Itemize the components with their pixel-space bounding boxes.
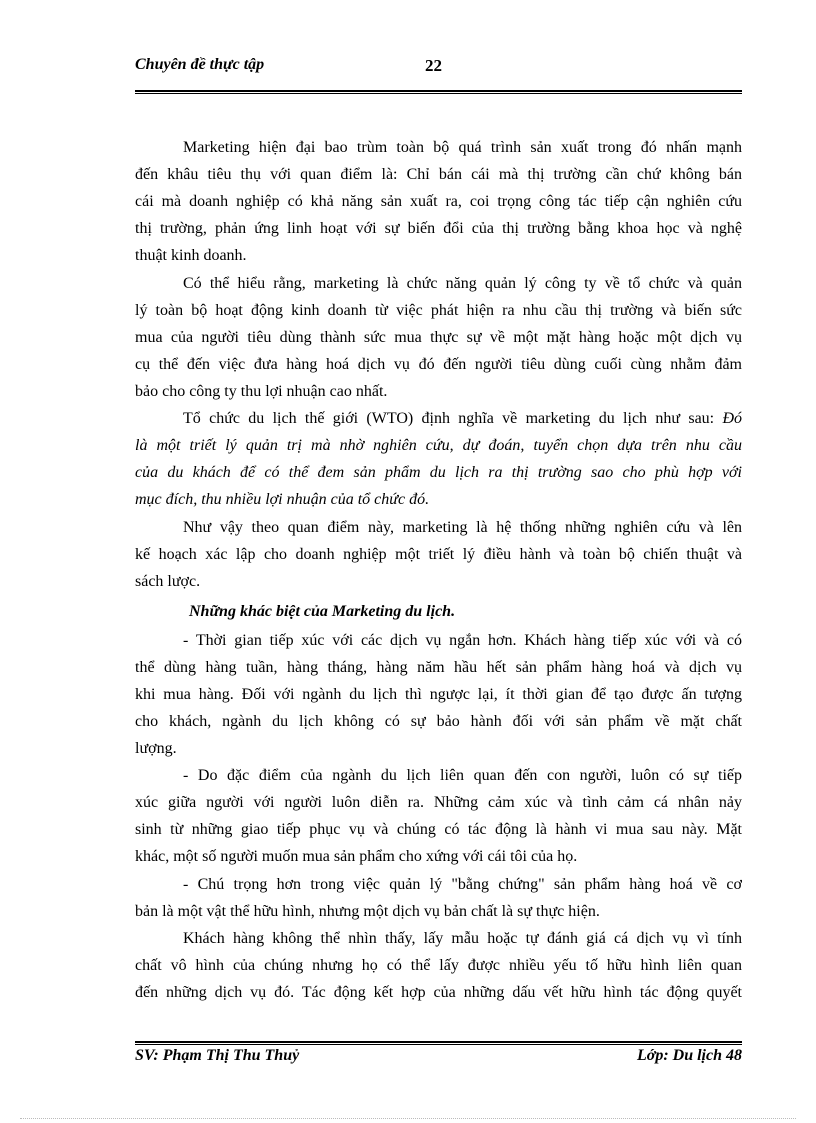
header-title: Chuyên đề thực tập <box>135 56 265 73</box>
text-line: thuật kinh doanh. <box>135 247 247 264</box>
text-line: đến những dịch vụ đó. Tác động kết hợp của những dấu vết hữu hình tác động quyết <box>135 984 742 1001</box>
paragraph <box>135 270 742 405</box>
footer-student: SV: Phạm Thị Thu Thuỷ <box>135 1047 300 1064</box>
paragraph <box>135 925 742 1006</box>
document-body <box>135 134 742 1007</box>
text-line: thị trường, phản ứng linh hoạt với sự biến đổi của thị trường bằng khoa học và nghệ <box>135 220 742 237</box>
page-number: 22 <box>425 56 442 75</box>
text-line: - Thời gian tiếp xúc với các dịch vụ ngắn hơn. Khách hàng tiếp xúc với và có <box>183 631 742 649</box>
text-line: Như vậy theo quan điểm này, marketing là hệ thống những nghiên cứu và lên <box>183 518 742 536</box>
footer-divider <box>135 1041 742 1045</box>
footer-class: Lớp: Du lịch 48 <box>636 1047 742 1064</box>
paragraph <box>135 762 742 870</box>
text-line: lý toàn bộ hoạt động kinh doanh từ việc phát hiện ra nhu cầu thị trường và biến sức <box>135 301 742 319</box>
paragraph <box>135 514 742 595</box>
text-line: là một triết lý quản trị mà nhờ nghiên cứu, dự đoán, tuyển chọn dựa trên nhu cầu <box>135 437 742 454</box>
text-line: lượng. <box>135 739 177 757</box>
header-divider <box>135 90 742 94</box>
text-line: cái mà doanh nghiệp có khả năng sản xuất ra, coi trọng công tác tiếp cận nghiên cứu <box>135 193 742 210</box>
text-line: đến khâu tiêu thụ với quan điểm là: Chỉ bán cái mà thị trường cần chứ không bán <box>135 166 742 183</box>
text-line: khi mua hàng. Đối với ngành du lịch thì ngược lại, ít thời gian để tạo được ấn tượng <box>135 685 742 703</box>
page-footer <box>135 1047 742 1065</box>
text-line: - Chú trọng hơn trong việc quản lý "bằng chứng" sản phẩm hàng hoá về cơ <box>183 875 742 893</box>
text-line <box>135 405 742 432</box>
paragraph <box>135 871 742 925</box>
text-line: bản là một vật thể hữu hình, nhưng một dịch vụ bản chất là sự thực hiện. <box>135 902 600 920</box>
text-line: xúc giữa người với người luôn diễn ra. Những cảm xúc và tình cảm cá nhân nảy <box>135 794 742 811</box>
text-line: mục đích, thu nhiều lợi nhuận của tổ chức đó. <box>135 491 430 508</box>
text-line: mua của người tiêu dùng thành sức mua thực sự về một mặt hàng hoặc một dịch vụ <box>135 328 742 346</box>
text-line: - Do đặc điểm của ngành du lịch liên quan đến con người, luôn có sự tiếp <box>183 767 742 784</box>
text-line: sinh từ những giao tiếp phục vụ và chúng có tác động là hành vi mua sau này. Mặt <box>135 821 742 838</box>
text-line: thể dùng hàng tuần, hàng tháng, hàng năm hầu hết sản phẩm hàng hoá và dịch vụ <box>135 658 742 676</box>
text-line: Khách hàng không thể nhìn thấy, lấy mẫu hoặc tự đánh giá cá dịch vụ vì tính <box>183 930 742 947</box>
text-line: kế hoạch xác lập cho doanh nghiệp một triết lý điều hành và toàn bộ chiến thuật và <box>135 545 742 563</box>
text-italic: Đó <box>722 410 742 427</box>
section-heading: Những khác biệt của Marketing du lịch. <box>189 602 456 620</box>
text-line: khác, một số người muốn mua sản phẩm cho xứng với cái tôi của họ. <box>135 848 578 865</box>
text-line: Có thể hiểu rằng, marketing là chức năng quản lý công ty về tổ chức và quản <box>183 274 742 292</box>
paragraph <box>135 627 742 762</box>
text-line: cụ thể đến việc đưa hàng hoá dịch vụ đó đến người tiêu dùng cuối cùng nhằm đảm <box>135 355 742 373</box>
text-line: của du khách để có thể đem sản phẩm du lịch ra thị trường sao cho phù hợp với <box>135 464 742 481</box>
page-header <box>135 56 742 80</box>
paragraph <box>135 134 742 269</box>
text-normal: Tổ chức du lịch thế giới (WTO) định nghĩa về marketing du lịch như sau: <box>183 410 723 427</box>
text-line: Marketing hiện đại bao trùm toàn bộ quá trình sản xuất trong đó nhấn mạnh <box>183 139 742 156</box>
page-edge <box>20 1118 796 1119</box>
text-line: cho khách, ngành du lịch không có sự bảo hành đối với sản phẩm về mặt chất <box>135 712 742 730</box>
paragraph <box>135 405 742 513</box>
text-line: sách lược. <box>135 572 201 590</box>
text-line: bảo cho công ty thu lợi nhuận cao nhất. <box>135 382 388 400</box>
text-line: chất vô hình của chúng nhưng họ có thể lấy được nhiều yếu tố hữu hình liên quan <box>135 957 742 974</box>
